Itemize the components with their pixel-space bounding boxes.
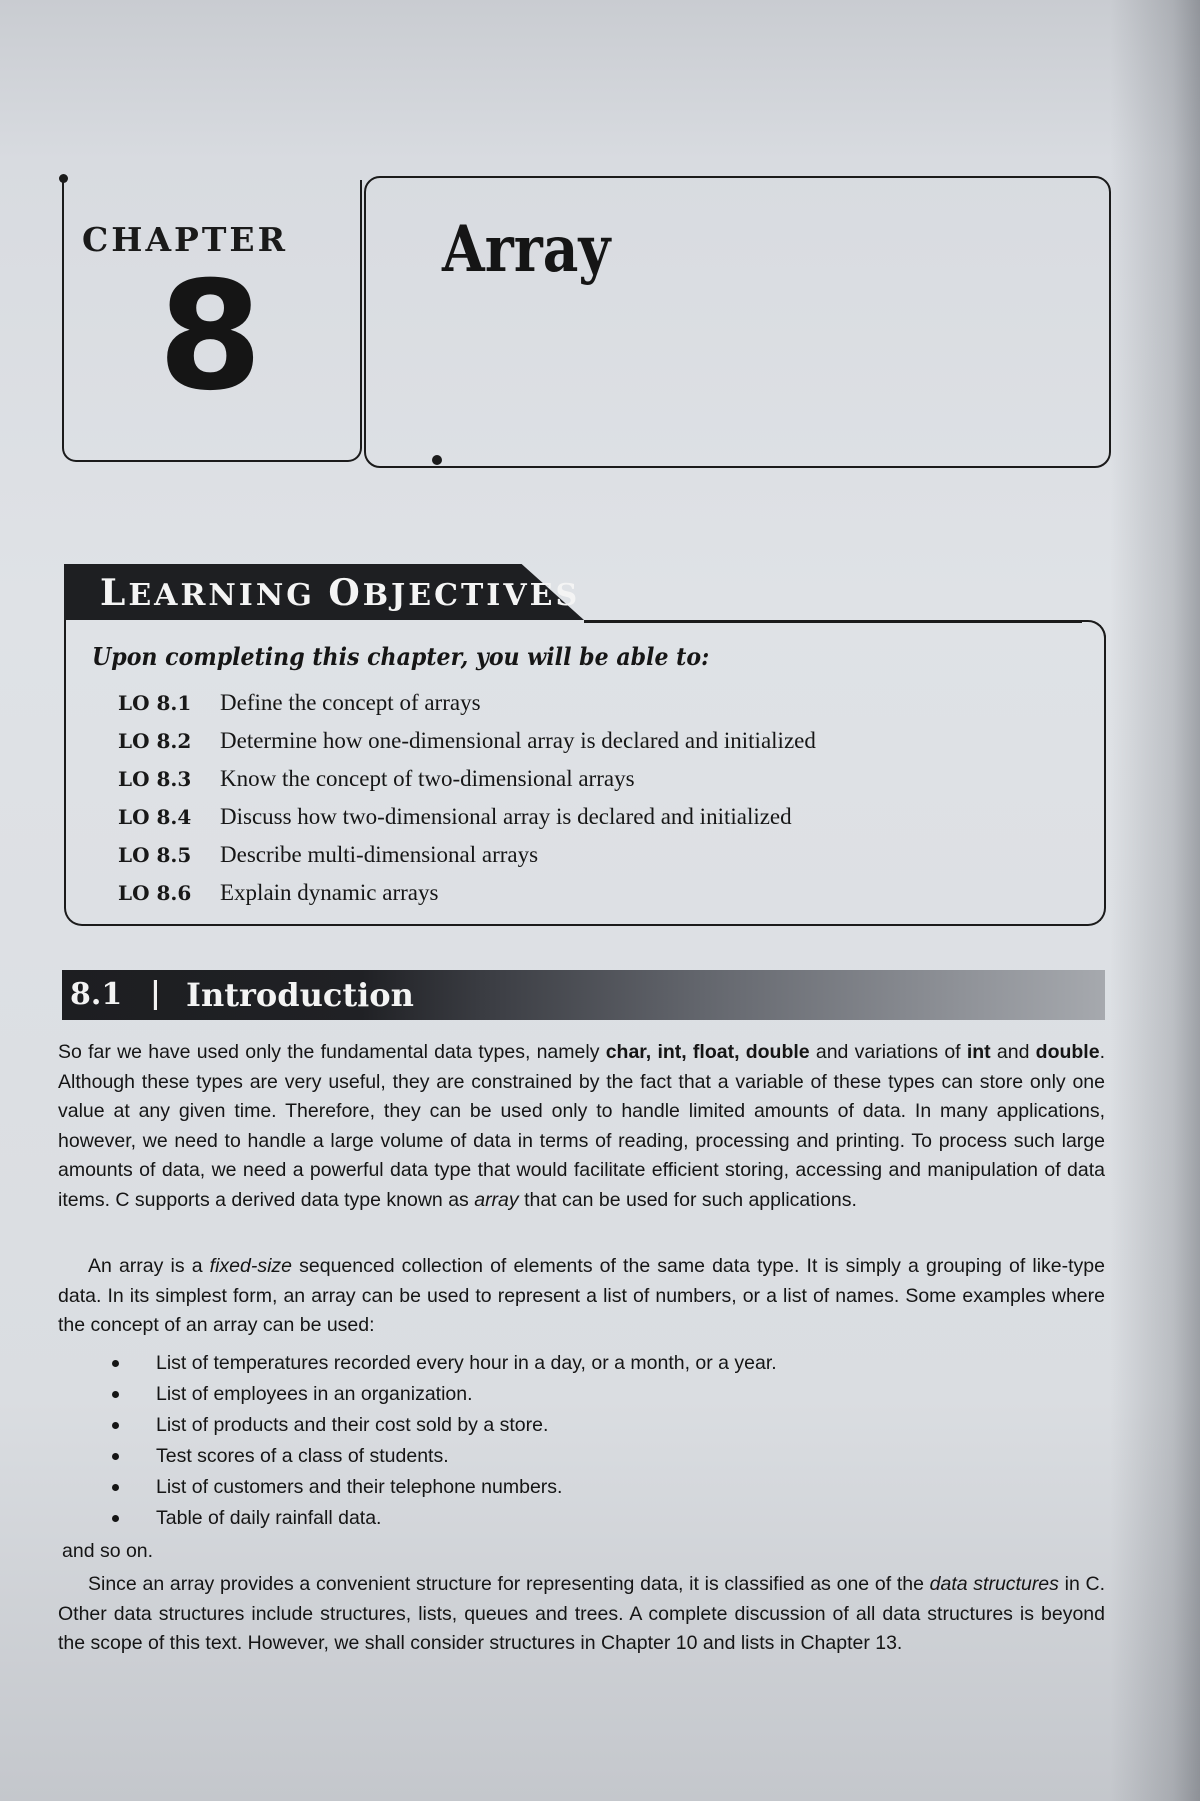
list-item: List of customers and their telephone numbers. bbox=[108, 1472, 777, 1503]
learning-objectives-box-corner bbox=[1080, 620, 1106, 646]
bullet-icon bbox=[112, 1515, 119, 1522]
learning-objective-code: LO 8.4 bbox=[118, 805, 192, 829]
bullet-icon bbox=[112, 1453, 119, 1460]
chapter-title: Array bbox=[442, 212, 611, 287]
learning-objectives-intro: Upon completing this chapter, you will be able to: bbox=[92, 642, 710, 671]
learning-objective-item bbox=[118, 760, 816, 798]
chapter-number: 8 bbox=[158, 250, 263, 424]
chapter-label: CHAPTER bbox=[82, 220, 288, 259]
learning-objectives-list bbox=[118, 684, 816, 912]
list-item: List of products and their cost sold by a store. bbox=[108, 1410, 777, 1441]
body-paragraph: So far we have used only the fundamental data types, namely char, int, float, double and variations of int and double. Although these types are very useful, they are constrained by the fact that a variable of these types can store only one value at any given time. Therefore, they can be used only to handle limited amounts of data. In many applications, however, we need to handle a large volume of data in terms of reading, processing and printing. To process such large amounts of data, we need a powerful data type that would facilitate efficient storing, accessing and manipulation of data items. C supports a derived data type known as array that can be used for such applications. bbox=[58, 1041, 1105, 1211]
learning-objective-code: LO 8.5 bbox=[118, 843, 192, 867]
section-separator: | bbox=[150, 976, 161, 1011]
learning-objective-text: Determine how one-dimensional array is declared and initialized bbox=[220, 728, 816, 753]
list-item: Test scores of a class of students. bbox=[108, 1441, 777, 1472]
bullet-icon bbox=[112, 1391, 119, 1398]
section-number: 8.1 bbox=[70, 977, 123, 1012]
learning-objective-item bbox=[118, 836, 816, 874]
body-paragraph: Since an array provides a convenient structure for representing data, it is classified as one of the data structures in C. Other data structures include structures, lists, queues and trees. A complete discussion of all data structures is beyond the scope of this text. However, we shall consider structures in Chapter 10 and lists in Chapter 13. bbox=[58, 1573, 1105, 1655]
learning-objective-code: LO 8.6 bbox=[118, 881, 192, 905]
learning-objective-code: LO 8.1 bbox=[118, 691, 192, 715]
learning-objective-text: Define the concept of arrays bbox=[220, 690, 481, 715]
bullet-icon bbox=[112, 1422, 119, 1429]
learning-objective-item bbox=[118, 874, 816, 912]
bullet-icon bbox=[112, 1484, 119, 1491]
list-item: List of temperatures recorded every hour in a day, or a month, or a year. bbox=[108, 1348, 777, 1379]
learning-objective-code: LO 8.3 bbox=[118, 767, 192, 791]
learning-objective-item bbox=[118, 798, 816, 836]
learning-objectives-box-top bbox=[584, 620, 1082, 623]
learning-objective-text: Explain dynamic arrays bbox=[220, 880, 439, 905]
learning-objective-code: LO 8.2 bbox=[118, 729, 192, 753]
learning-objective-text: Know the concept of two-dimensional arrays bbox=[220, 766, 635, 791]
page-shadow bbox=[1110, 0, 1200, 1801]
learning-objective-item bbox=[118, 722, 816, 760]
learning-objective-text: Describe multi-dimensional arrays bbox=[220, 842, 539, 867]
body-paragraph: An array is a fixed-size sequenced collection of elements of the same data type. It is simply a grouping of like-type data. In its simplest form, an array can be used to represent a list of numbers, or a list of names. Some examples where the concept of an array can be used: bbox=[58, 1255, 1105, 1337]
list-item: List of employees in an organization. bbox=[108, 1379, 777, 1410]
learning-objectives-heading: LEARNING OBJECTIVES bbox=[100, 572, 581, 614]
learning-objective-item bbox=[118, 684, 816, 722]
title-box-dot bbox=[432, 455, 442, 465]
section-title: Introduction bbox=[186, 976, 414, 1014]
list-item: Table of daily rainfall data. bbox=[108, 1503, 777, 1534]
learning-objective-text: Discuss how two-dimensional array is declared and initialized bbox=[220, 804, 792, 829]
examples-list bbox=[108, 1348, 777, 1534]
list-continuation: and so on. bbox=[62, 1540, 154, 1562]
bullet-icon bbox=[112, 1360, 119, 1367]
